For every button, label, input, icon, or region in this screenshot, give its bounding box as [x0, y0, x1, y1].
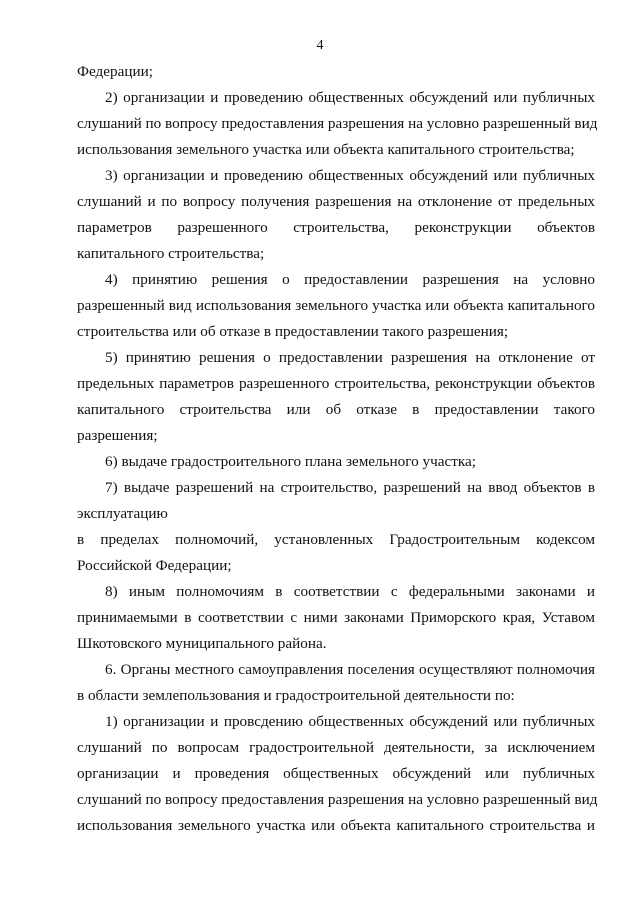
text-line: 1) организации и провсдению общественных обсуждений или публичных — [105, 713, 595, 730]
text-line: слушаний по вопросу предоставления разрешения на условно разрешенный вид — [77, 115, 598, 132]
text-line: слушаний по вопросу предоставления разрешения на условно разрешенный вид — [77, 791, 598, 808]
text-line: строительства или об отказе в предоставлении такого разрешения; — [77, 323, 509, 340]
text-line: использования земельного участка или объекта капитального строительства; — [77, 141, 575, 158]
text-line: организации и проведения общественных обсуждений или публичных — [77, 765, 595, 782]
text-line: 5) принятию решения о предоставлении разрешения на отклонение от — [105, 349, 595, 366]
text-line: в области землепользования и градостроительной деятельности по: — [77, 687, 515, 704]
document-body — [77, 59, 598, 839]
text-line: слушаний и по вопросу получения разрешения на отклонение от предельных — [77, 193, 595, 210]
text-line: капитального строительства или об отказе в предоставлении такого — [77, 401, 595, 418]
text-line: капитального строительства; — [77, 245, 265, 262]
text-line: 3) организации и проведению общественных обсуждений или публичных — [105, 167, 595, 184]
text-line: Федерации; — [77, 63, 153, 80]
text-line: 6) выдаче градостроительного плана земельного участка; — [105, 453, 476, 470]
text-line: параметров разрешенного строительства, реконструкции объектов — [77, 219, 595, 236]
text-line: предельных параметров разрешенного строительства, реконструкции объектов — [77, 375, 595, 392]
text-line: использования земельного участка или объекта капитального строительства и — [77, 817, 595, 834]
text-line: 8) иным полномочиям в соответствии с федеральными законами и — [105, 583, 595, 600]
text-line: 6. Органы местного самоуправления поселения осуществляют полномочия — [105, 661, 595, 678]
text-line: 4) принятию решения о предоставлении разрешения на условно — [105, 271, 595, 288]
text-line: Российской Федерации; — [77, 557, 232, 574]
text-line: 2) организации и проведению общественных обсуждений или публичных — [105, 89, 595, 106]
text-line: разрешенный вид использования земельного участка или объекта капитального — [77, 297, 595, 314]
text-line: слушаний по вопросам градостроительной деятельности, за исключением — [77, 739, 595, 756]
text-line: разрешения; — [77, 427, 158, 444]
text-line: 7) выдаче разрешений на строительство, разрешений на ввод объектов в — [105, 479, 595, 496]
text-line: эксплуатацию — [77, 505, 168, 522]
page-number: 4 — [316, 38, 324, 53]
text-line: принимаемыми в соответствии с ними законами Приморского края, Уставом — [77, 609, 595, 626]
text-line: Шкотовского муниципального района. — [77, 635, 327, 652]
text-line: в пределах полномочий, установленных Градостроительным кодексом — [77, 531, 595, 548]
